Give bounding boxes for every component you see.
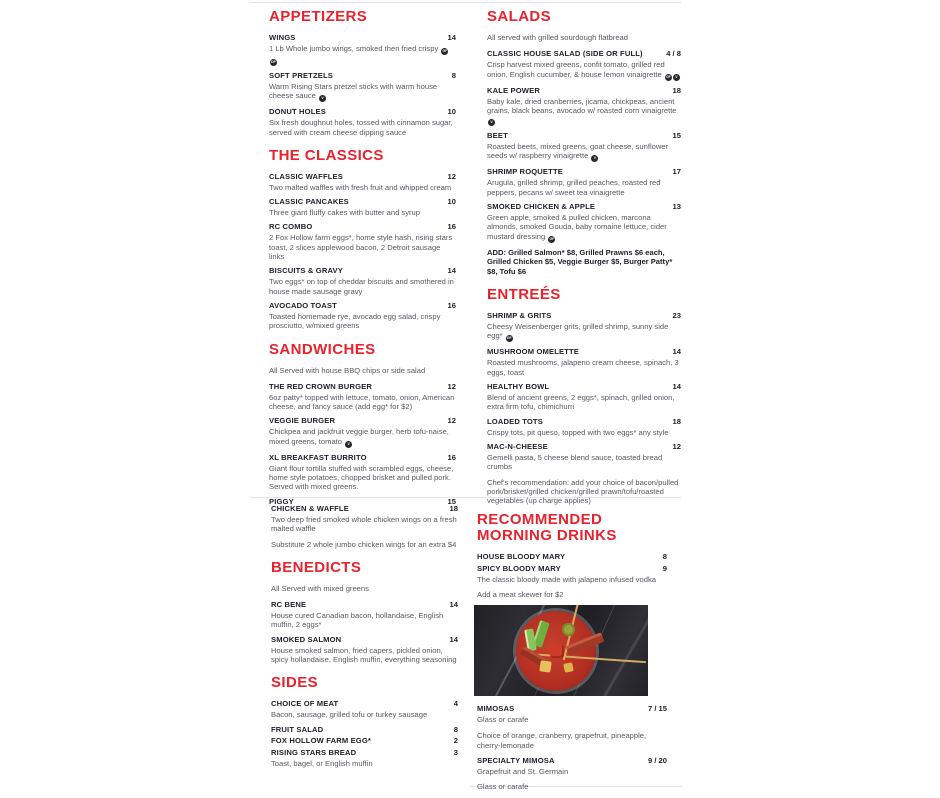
dietary-badge-icon: V: [673, 74, 680, 81]
item-name: HEALTHY BOWL: [487, 382, 550, 392]
menu-item-beet: [487, 131, 681, 162]
item-price: 10: [447, 107, 456, 117]
item-name: KALE POWER: [487, 85, 540, 95]
menu-item-chicken-waffle: [271, 504, 458, 549]
menu-item-rising-stars-bread: [271, 748, 458, 768]
menu-item-mac-n-cheese: [487, 442, 681, 472]
right-column: [487, 9, 681, 505]
item-price: 4 / 8: [666, 49, 681, 59]
item-description: Six fresh doughnut holes, tossed with cinnamon sugar, served with cream cheese dipping sauce: [269, 118, 453, 137]
item-description: Toasted homemade rye, avocado egg salad, crispy prosciutto, w/mixed greens: [269, 311, 441, 331]
item-name: CLASSIC PANCAKES: [269, 197, 349, 207]
item-price: 2: [453, 736, 458, 746]
item-price: 8: [451, 71, 456, 80]
menu-item-healthy-bowl: [487, 382, 681, 412]
item-description: [269, 82, 456, 102]
item-name: SPICY BLOODY MARY: [477, 563, 561, 573]
meat-skewer-note: Add a meat skewer for $2: [477, 589, 564, 599]
item-name: CLASSIC HOUSE SALAD (SIDE OR FULL): [487, 49, 643, 59]
item-price: 14: [672, 347, 681, 357]
section-heading-salads: SALADS: [487, 8, 552, 25]
left-column: [269, 9, 456, 511]
item-description: [487, 142, 681, 162]
item-price: 8: [662, 552, 667, 561]
menu-item-mimosas: [477, 704, 667, 724]
item-description: [487, 322, 681, 342]
item-description: Grapefruit and St. Germain: [477, 766, 569, 776]
item-description: 6oz patty* topped with lettuce, tomato, onion, American cheese, and fancy sauce (add egg* for $2): [269, 392, 455, 412]
item-description-text: Roasted beets, mixed greens, goat cheese, sunflower seeds w/ raspberry vinaigrette: [487, 142, 669, 161]
menu-item-rc-bene: [271, 600, 458, 630]
item-description: House cured Canadian bacon, hollandaise, English muffin, 2 eggs*: [271, 611, 444, 630]
menu-item-spicy-bloody-mary: [477, 564, 667, 584]
section-heading-entrees: ENTREÉS: [487, 286, 561, 304]
item-description-text: Green apple, smoked & pulled chicken, marcona almonds, smoked Gouda, baby romaine lettuce, cider mustard dressing: [487, 213, 667, 241]
item-description-text: Chickpea and jackfruit veggie burger, herb tofu-naise, mixed greens, tomato: [269, 427, 449, 446]
item-description: [269, 44, 456, 66]
menu-item-loaded-tots: [487, 417, 681, 437]
item-name: RC BENE: [271, 600, 307, 610]
item-price: 12: [447, 381, 456, 391]
section-note: All Served with house BBQ chips or side salad: [269, 365, 426, 375]
item-name: FRUIT SALAD: [271, 724, 324, 734]
item-description-text: Baby kale, dried cranberries, jicama, chickpeas, ancient grains, black beans, avocado w/ roasted corn vinaigrette: [487, 96, 677, 115]
item-name: MIMOSAS: [477, 704, 515, 714]
item-description: [487, 97, 681, 127]
item-description: The classic bloody made with jalapeno infused vodka: [477, 574, 656, 584]
item-name: AVOCADO TOAST: [269, 300, 337, 310]
item-name: CHICKEN & WAFFLE: [271, 504, 349, 513]
item-name: LOADED TOTS: [487, 416, 543, 426]
item-price: 8: [453, 724, 458, 734]
item-name: BEET: [487, 131, 508, 141]
item-description: Toast, bagel, or English muffin: [271, 758, 373, 768]
item-name: SOFT PRETZELS: [269, 71, 333, 80]
item-description: Glass or carafe: [477, 715, 529, 725]
item-name: SPECIALTY MIMOSA: [477, 755, 555, 765]
right-column-lower: [477, 512, 667, 798]
item-price: 16: [447, 222, 456, 232]
item-description: Blend of ancient greens, 2 eggs*, spinach, grilled onion, extra firm tofu, chimichurri: [487, 393, 675, 412]
item-name: MUSHROOM OMELETTE: [487, 347, 579, 357]
item-price: 10: [447, 197, 456, 207]
item-substitution-note: Substitute 2 whole jumbo chicken wings for an extra $4: [271, 539, 457, 549]
item-description: Two eggs* on top of cheddar biscuits and smothered in house made sausage gravy: [269, 277, 454, 296]
item-price: 14: [449, 600, 458, 610]
dietary-badge-icon: V: [319, 95, 326, 102]
menu-item-smoked-chicken-apple: [487, 202, 681, 243]
item-price: 4: [453, 699, 458, 709]
item-description: Two deep fried smoked whole chicken wings on a fresh malted waffle: [271, 515, 457, 534]
menu-item-classic-house-salad: [487, 49, 681, 80]
item-price: 3: [453, 747, 458, 757]
item-name: VEGGIE BURGER: [269, 416, 336, 426]
heading-line-1: RECOMMENDED: [477, 511, 603, 528]
menu-item-classic-pancakes: [269, 197, 456, 217]
item-description-text: Warm Rising Stars pretzel sticks with warm house cheese sauce: [269, 82, 438, 101]
item-name: FOX HOLLOW FARM EGG*: [271, 736, 372, 746]
item-description: [487, 60, 681, 80]
item-name: SMOKED SALMON: [271, 634, 342, 644]
item-name: XL BREAKFAST BURRITO: [269, 452, 367, 462]
dietary-badge-icon: V: [591, 155, 598, 162]
item-price: 18: [672, 85, 681, 95]
item-description: Crispy tots, pit queso, topped with two eggs* any style: [487, 427, 669, 437]
specialty-mimosa-note: Glass or carafe: [477, 782, 529, 792]
heading-line-2: MORNING DRINKS: [477, 527, 617, 544]
item-price: 14: [447, 266, 456, 276]
item-name: THE RED CROWN BURGER: [269, 381, 372, 391]
dietary-badge-icon: GF: [442, 49, 448, 53]
menu-item-classic-waffles: [269, 172, 456, 192]
item-price: 15: [672, 131, 681, 141]
item-description: Roasted mushrooms, jalapeno cream cheese, spinach, 3 eggs, toast: [487, 358, 679, 377]
item-price: 9 / 20: [648, 755, 667, 765]
item-name: RISING STARS BREAD: [271, 747, 357, 757]
item-description: [269, 427, 456, 447]
menu-item-fox-hollow-farm-egg: [271, 736, 458, 746]
item-price: 14: [449, 634, 458, 644]
item-name: HOUSE BLOODY MARY: [477, 552, 566, 561]
section-note: All Served with mixed greens: [271, 583, 369, 593]
garnish-olive: [562, 623, 575, 636]
item-description: Arugula, grilled shrimp, grilled peaches, roasted red peppers, pecans w/ sweet tea vinaigrette: [487, 178, 661, 197]
item-description: Gemelli pasta, 5 cheese blend sauce, toasted bread crumbs: [487, 452, 663, 472]
item-name: RC COMBO: [269, 222, 313, 232]
menu-item-shrimp-roquette: [487, 167, 681, 197]
item-price: 14: [447, 33, 456, 42]
garnish-cheese-cube: [539, 660, 551, 672]
section-heading-benedicts: BENEDICTS: [271, 558, 362, 576]
bloody-mary-photo: [474, 605, 648, 696]
menu-item-soft-pretzels: [269, 71, 456, 102]
item-description-text: 1 Lb Whole jumbo wings, smoked then fried crispy: [269, 44, 439, 53]
menu-item-rc-combo: [269, 222, 456, 261]
menu-item-shrimp-grits: [487, 311, 681, 342]
item-name: WINGS: [269, 33, 296, 42]
item-description: Bacon, sausage, grilled tofu or turkey sausage: [271, 710, 428, 720]
item-description: Three giant fluffy cakes with butter and syrup: [269, 208, 420, 218]
dietary-badge-icon: DF: [271, 60, 276, 64]
dietary-badge-icon: V: [488, 119, 495, 126]
item-name: BISCUITS & GRAVY: [269, 266, 343, 276]
item-price: 16: [447, 452, 456, 462]
section-heading-morning-drinks: [477, 512, 667, 544]
chef-recommendation-note: Chef's recommendation: add your choice of bacon/pulled pork/brisket/grilled chicken/grilled prawn/tofu/roasted vegetables (up charge applies): [487, 477, 679, 506]
section-heading-sandwiches: SANDWICHES: [269, 340, 376, 358]
item-description: 2 Fox Hollow farm eggs*, home style hash, rising stars toast, 2 slices applewood bacon, 2 Detroit sausage links: [269, 233, 453, 262]
item-price: 12: [447, 171, 456, 181]
menu-item-biscuits-gravy: [269, 266, 456, 296]
item-price: 17: [672, 167, 681, 177]
menu-item-specialty-mimosa: [477, 756, 667, 776]
menu-item-avocado-toast: [269, 301, 456, 331]
dietary-badge-icon: GF: [549, 236, 555, 241]
section-heading-appetizers: APPETIZERS: [269, 8, 368, 25]
menu-item-donut-holes: [269, 107, 456, 137]
item-price: 12: [672, 441, 681, 451]
item-description: House smoked salmon, fried capers, pickled onion, spicy hollandaise, English muffin, everything seasoning: [271, 645, 457, 665]
item-price: 16: [447, 300, 456, 310]
menu-item-red-crown-burger: [269, 382, 456, 412]
salad-add-ons-note: ADD: Grilled Salmon* $8, Grilled Prawns $6 each, Grilled Chicken $5, Veggie Burger $5, Burger Patty* $8, Tofu $6: [487, 247, 673, 276]
item-name: SMOKED CHICKEN & APPLE: [487, 202, 596, 212]
menu-item-veggie-burger: [269, 416, 456, 447]
dietary-badge-icon: GF: [506, 336, 512, 341]
mimosa-choice-note: Choice of orange, cranberry, grapefruit, pineapple, cherry-lemonade: [477, 731, 647, 750]
item-description-text: Cheesy Weisenberger grits, grilled shrimp, sunny side egg*: [487, 322, 669, 341]
top-divider: [250, 2, 681, 3]
item-name: CHOICE OF MEAT: [271, 699, 339, 709]
item-price: 9: [662, 563, 667, 573]
item-description: Giant flour tortilla stuffed with scrambled eggs, cheese, home style potatoes, chopped brisket and pulled pork. Served with mixed greens.: [269, 463, 454, 492]
garnish-tomato: [550, 645, 564, 658]
item-name: PIGGY: [269, 496, 294, 506]
menu-item-kale-power: [487, 86, 681, 127]
section-note: All served with grilled sourdough flatbread: [487, 33, 628, 42]
item-price: 14: [672, 382, 681, 392]
item-description: Two malted waffles with fresh fruit and whipped cream: [269, 182, 452, 192]
dietary-badge-icon: V: [345, 441, 352, 448]
item-name: DONUT HOLES: [269, 107, 326, 117]
item-name: SHRIMP ROQUETTE: [487, 167, 563, 177]
item-price: 23: [672, 311, 681, 321]
item-name: MAC-N-CHEESE: [487, 441, 548, 451]
item-name: CLASSIC WAFFLES: [269, 171, 343, 181]
item-price: 12: [447, 416, 456, 426]
menu-item-xl-breakfast-burrito: [269, 453, 456, 492]
dietary-badge-icon: GF: [665, 74, 671, 79]
menu-item-mushroom-omelette: [487, 347, 681, 377]
item-price: 18: [672, 416, 681, 426]
section-heading-the-classics: THE CLASSICS: [269, 146, 384, 164]
item-description-text: Crisp harvest mixed greens, confit tomato, grilled red onion, English cucumber, & house lemon vinaigrette: [487, 60, 665, 79]
menu-item-house-bloody-mary: [477, 552, 667, 562]
menu-item-smoked-salmon: [271, 635, 458, 665]
menu-item-wings: [269, 33, 456, 66]
item-description: [487, 213, 681, 243]
item-price: 13: [672, 202, 681, 212]
menu-item-choice-of-meat: [271, 699, 458, 719]
menu-item-fruit-salad: [271, 725, 458, 735]
item-price: 18: [449, 504, 458, 513]
section-heading-sides: SIDES: [271, 674, 319, 692]
item-name: SHRIMP & GRITS: [487, 311, 552, 321]
left-column-lower: [271, 504, 458, 773]
item-price: 7 / 15: [648, 704, 667, 714]
item-price: 15: [447, 496, 456, 506]
